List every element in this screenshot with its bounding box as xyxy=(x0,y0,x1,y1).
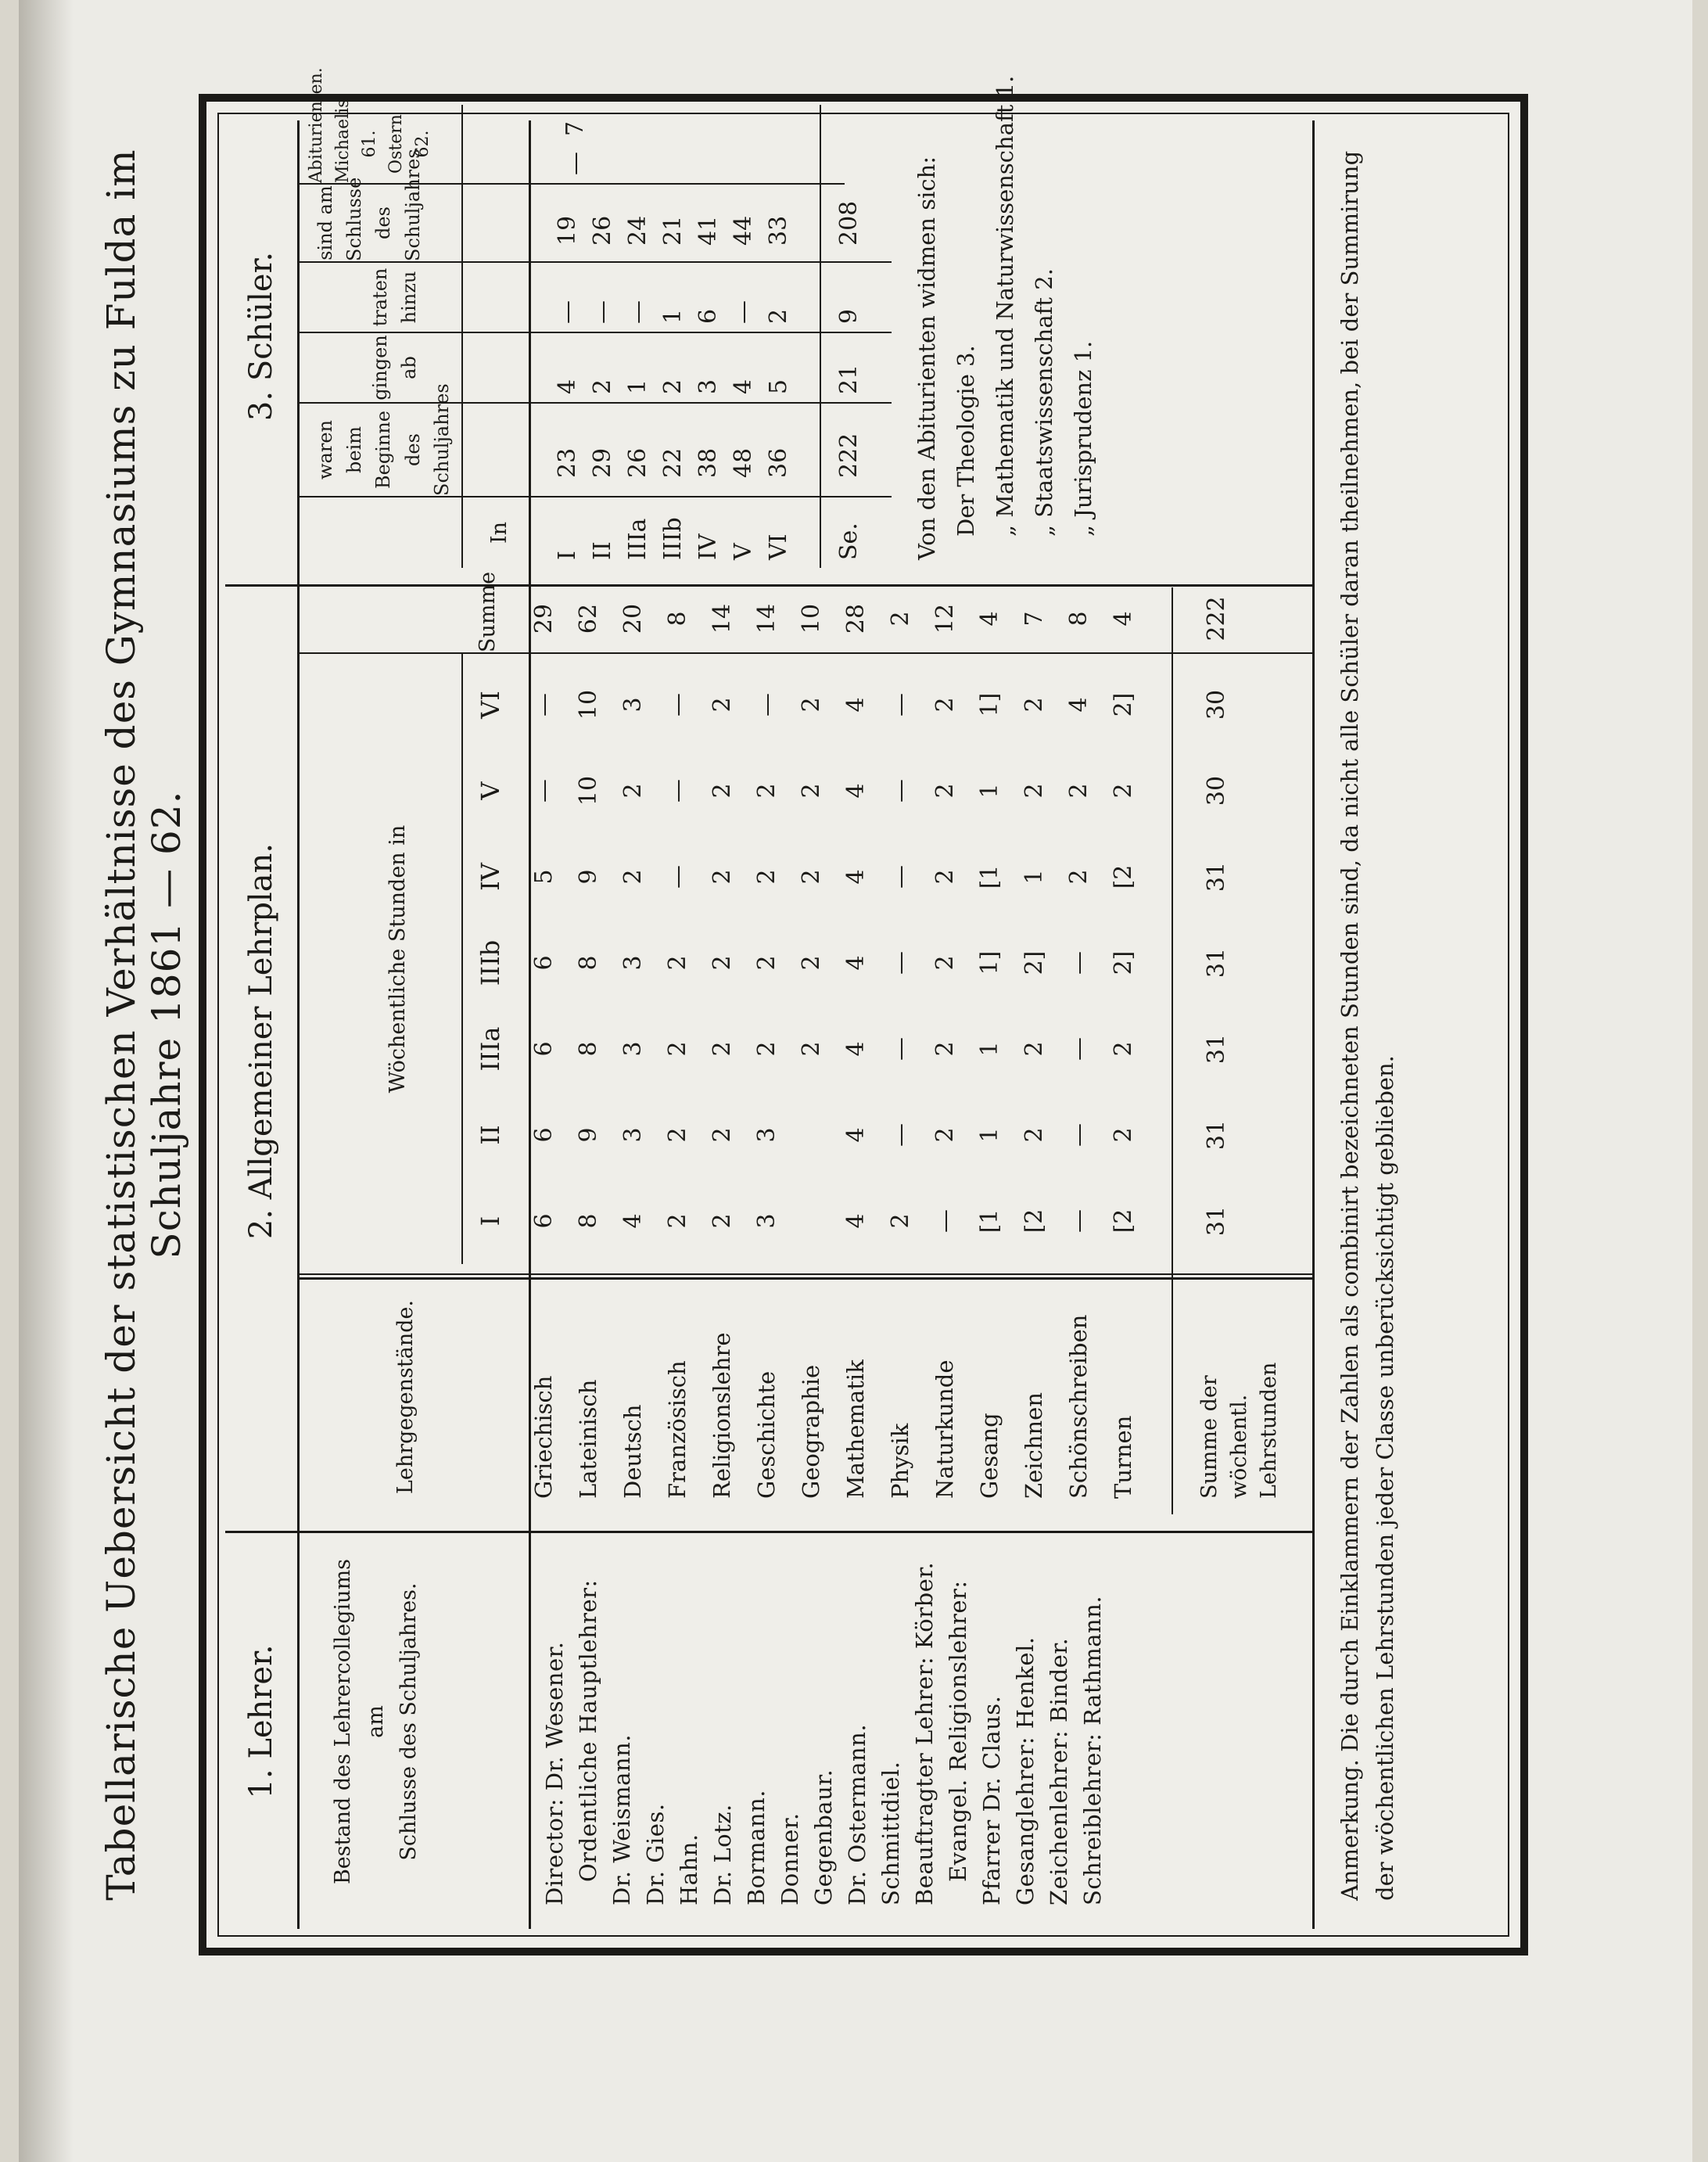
lehrer-header xyxy=(327,1538,425,1905)
schueler-end-cell: 24 xyxy=(624,215,651,246)
rule-sum xyxy=(297,652,1314,654)
total-cell: 31 xyxy=(1203,1205,1230,1237)
hours-cell: 2 xyxy=(709,869,736,885)
sum-cell: 20 xyxy=(619,603,647,634)
lehrer-row: Gegenbaur. xyxy=(810,1769,837,1905)
hours-cell: 2 xyxy=(798,1041,825,1057)
hours-cell: 2 xyxy=(798,955,825,971)
subject-name: Religionslehre xyxy=(709,1332,735,1499)
lehrer-row: Director: Dr. Wesener. xyxy=(541,1641,568,1905)
hours-cell: 2 xyxy=(1110,1127,1137,1143)
total-cell: 30 xyxy=(1203,689,1230,720)
schueler-end-cell: 19 xyxy=(554,215,581,246)
abitur-label: Abiturienten. xyxy=(307,67,326,183)
subject-name: Turnen xyxy=(1110,1415,1136,1499)
lehrer-header-line-3: Schlusse des Schuljahres. xyxy=(396,1582,421,1861)
schueler-beginning-cell: 36 xyxy=(765,447,792,478)
total-cell: 31 xyxy=(1203,861,1230,892)
hours-cell: 2 xyxy=(931,697,959,713)
sch-header-class: In xyxy=(487,521,511,544)
subject-name: Physik xyxy=(887,1423,913,1499)
class-header: IIIb xyxy=(475,939,505,986)
class-header: IV xyxy=(475,863,505,891)
hours-cell: 2 xyxy=(1110,783,1137,799)
hours-cell: 2 xyxy=(664,1041,691,1057)
hours-cell: 1 xyxy=(976,783,1003,799)
schueler-entered-cell: 1 xyxy=(659,308,687,324)
hours-cell: 2 xyxy=(664,955,691,971)
hours-cell: 2 xyxy=(753,1041,780,1057)
lehrer-row: Dr. Ostermann. xyxy=(844,1723,870,1905)
lehrer-row: Beauftragter Lehrer: Körber. xyxy=(911,1561,938,1905)
sch-header-entered: traten hinzu xyxy=(369,268,421,327)
hours-cell: 2 xyxy=(753,955,780,971)
divider-title-row xyxy=(297,120,300,1929)
schueler-cls-cell: V xyxy=(730,543,757,560)
subject-name: Geographie xyxy=(798,1364,824,1499)
hours-cell: 2 xyxy=(1021,783,1048,799)
schueler-cls-cell: I xyxy=(554,551,581,560)
hours-cell: 6 xyxy=(530,1127,558,1143)
hours-cell: — xyxy=(887,1037,914,1061)
hours-cell: [2 xyxy=(1021,1208,1048,1234)
sum-cell: 12 xyxy=(931,603,959,634)
hours-cell: 3 xyxy=(619,1127,647,1143)
sum-cell: 8 xyxy=(664,611,691,627)
page-title: Tabellarische Uebersicht der statistischen Verhältnisse des Gymnasiums zu Fulda im Schuljahre 1861 — 62. xyxy=(99,149,189,1901)
hours-cell: 2 xyxy=(931,783,959,799)
schueler-end-cell: 21 xyxy=(659,215,687,246)
schueler-entered-cell: — xyxy=(589,300,616,324)
hours-cell: 9 xyxy=(575,1127,602,1143)
hours-cell: 2 xyxy=(753,783,780,799)
section-title-lehrplan: 2. Allgemeiner Lehrplan. xyxy=(243,842,279,1240)
hours-cell: 2 xyxy=(753,869,780,885)
hours-cell: 2 xyxy=(931,1041,959,1057)
subject-name: Griechisch xyxy=(530,1375,557,1499)
schueler-left-cell: 4 xyxy=(730,379,757,394)
hours-cell: 4 xyxy=(619,1213,647,1229)
hours-cell: — xyxy=(530,779,558,803)
hours-cell: — xyxy=(664,865,691,889)
lehrer-row: Bormann. xyxy=(743,1790,770,1905)
lehrer-row: Evangel. Religionslehrer: xyxy=(945,1580,971,1882)
schueler-entered-cell: — xyxy=(730,300,757,324)
hours-cell: 4 xyxy=(842,783,870,799)
lehrer-row: Schmittdiel. xyxy=(877,1761,904,1905)
abitur-term-ostern: Ostern 62. xyxy=(386,114,433,174)
schueler-end-cell: 44 xyxy=(730,215,757,246)
hours-cell: — xyxy=(530,693,558,716)
hours-cell: — xyxy=(887,779,914,803)
subject-name: Französisch xyxy=(664,1360,691,1499)
hours-cell: 4 xyxy=(842,1041,870,1057)
lehrer-row: Hahn. xyxy=(676,1833,702,1905)
abitur-term-michaelis: Michaelis 61. xyxy=(333,99,380,183)
total-cell: 30 xyxy=(1203,775,1230,806)
hours-cell: [1 xyxy=(976,864,1003,889)
hours-cell: 2 xyxy=(1021,1041,1048,1057)
schueler-entered-cell: — xyxy=(554,300,581,324)
abitur-value-michaelis: — xyxy=(562,152,589,175)
subject-name: Lateinisch xyxy=(575,1379,601,1499)
schueler-total-entered: 9 xyxy=(835,308,863,324)
hours-cell: 2 xyxy=(887,1213,914,1229)
rule-class-header xyxy=(461,654,463,1264)
schueler-end-cell: 41 xyxy=(694,215,722,246)
hours-cell: 2] xyxy=(1110,950,1137,975)
hours-cell: 3 xyxy=(619,955,647,971)
schueler-cls-cell: IV xyxy=(694,533,722,560)
sum-cell: 7 xyxy=(1021,611,1048,627)
hours-cell: — xyxy=(664,779,691,803)
hours-cell: — xyxy=(1065,1209,1093,1233)
hours-cell: — xyxy=(887,1123,914,1147)
hours-cell: 2 xyxy=(798,697,825,713)
hours-cell: 4 xyxy=(842,697,870,713)
total-cell: 31 xyxy=(1203,947,1230,979)
rule-sch-total xyxy=(820,105,821,568)
section-lehrer xyxy=(225,1514,1106,1929)
sum-cell: 29 xyxy=(530,603,558,634)
footnote: Anmerkung. Die durch Einklammern der Zahlen als combinirt bezeichneten Stunden sind, da nicht alle Schüler daran theilnehmen, bei der Summirung der wöchentlichen Lehrstunden jeder Classe unberücksichtigt geblieben. xyxy=(1337,150,1398,1901)
schueler-cls-cell: VI xyxy=(765,533,792,560)
study-item: „ Mathematik und Naturwissenschaft 1. xyxy=(992,75,1018,537)
hours-cell: 6 xyxy=(530,1213,558,1229)
schueler-beginning-cell: 23 xyxy=(554,447,581,478)
schueler-total-beginning: 222 xyxy=(835,433,863,478)
hours-cell: [1 xyxy=(976,1208,1003,1234)
scanned-page xyxy=(19,0,1692,2162)
hours-cell: — xyxy=(753,693,780,716)
hours-cell: [2 xyxy=(1110,864,1137,889)
section-title-schueler: 3. Schüler. xyxy=(243,251,279,422)
total-label: Summe der wöchentl. Lehrstunden xyxy=(1197,1362,1281,1499)
hours-cell: 3 xyxy=(753,1127,780,1143)
total-sum: 222 xyxy=(1203,596,1230,641)
lehrer-row: Dr. Lotz. xyxy=(709,1804,736,1905)
hours-cell: 2 xyxy=(709,955,736,971)
lehrer-row: Dr. Weismann. xyxy=(608,1734,635,1905)
hours-cell: 3 xyxy=(619,1041,647,1057)
hours-cell: 2 xyxy=(798,869,825,885)
subject-name: Mathematik xyxy=(842,1359,869,1499)
sum-cell: 4 xyxy=(1110,611,1137,627)
class-header: VI xyxy=(475,691,505,719)
subject-name: Gesang xyxy=(976,1413,1003,1499)
divider-lehrer-plan xyxy=(225,1531,1312,1533)
subject-name: Zeichnen xyxy=(1021,1392,1047,1499)
rule-schueler-header xyxy=(461,105,463,568)
class-header: IIIa xyxy=(475,1026,505,1072)
schueler-left-cell: 2 xyxy=(589,379,616,394)
schueler-total-cls: Se. xyxy=(835,523,863,560)
divider-plan-schueler xyxy=(225,584,1312,587)
hours-cell: — xyxy=(1065,1037,1093,1061)
schueler-total-end: 208 xyxy=(835,200,863,246)
rule-sch-1 xyxy=(297,496,892,497)
statistics-table xyxy=(199,67,1528,1955)
lehrer-header-line-2: am xyxy=(363,1705,388,1738)
hours-cell: 2 xyxy=(709,1213,736,1229)
sch-header-end: sind am Schlusse des Schuljahres xyxy=(314,149,424,261)
hours-cell: 3 xyxy=(753,1213,780,1229)
hours-cell: 8 xyxy=(575,955,602,971)
sum-cell: 14 xyxy=(709,603,736,634)
hours-cell: — xyxy=(931,1209,959,1233)
hours-cell: 6 xyxy=(530,955,558,971)
hours-cell: 2 xyxy=(798,783,825,799)
schueler-beginning-cell: 38 xyxy=(694,447,722,478)
hours-cell: 2 xyxy=(709,783,736,799)
class-header: II xyxy=(475,1125,505,1145)
hours-cell: — xyxy=(887,865,914,889)
hours-cell: 10 xyxy=(575,775,602,806)
lehrer-row: Gesanglehrer: Henkel. xyxy=(1012,1636,1039,1905)
sum-cell: 62 xyxy=(575,603,602,634)
divider-note xyxy=(1312,120,1315,1929)
hours-cell: 3 xyxy=(619,697,647,713)
hours-cell: 1] xyxy=(976,950,1003,975)
subject-name: Naturkunde xyxy=(931,1359,958,1499)
hours-cell: 2 xyxy=(709,1041,736,1057)
class-header: V xyxy=(475,781,505,800)
hours-cell: — xyxy=(664,693,691,716)
hours-cell: 1 xyxy=(976,1127,1003,1143)
schueler-end-cell: 26 xyxy=(589,215,616,246)
hours-cell: 2 xyxy=(931,1127,959,1143)
rule-subjects xyxy=(297,1277,1314,1280)
hours-cell: 2 xyxy=(664,1213,691,1229)
lehrer-row: Ordentliche Hauptlehrer: xyxy=(575,1579,601,1882)
schueler-left-cell: 4 xyxy=(554,379,581,394)
rule-subjects-double xyxy=(297,1273,1314,1275)
hours-cell: 5 xyxy=(530,869,558,885)
schueler-beginning-cell: 26 xyxy=(624,447,651,478)
sum-cell: 28 xyxy=(842,603,870,634)
lehrer-row: Donner. xyxy=(777,1812,803,1905)
sch-header-abitur xyxy=(303,67,436,183)
hours-cell: 1 xyxy=(976,1041,1003,1057)
hours-cell: 2 xyxy=(1065,783,1093,799)
hours-cell: 6 xyxy=(530,1041,558,1057)
hours-cell: 8 xyxy=(575,1213,602,1229)
hours-cell: 2 xyxy=(619,869,647,885)
sch-header-beginning: waren beim Beginne des Schuljahres xyxy=(314,383,453,496)
schueler-left-cell: 1 xyxy=(624,379,651,394)
hours-cell: — xyxy=(887,951,914,975)
hours-cell: 2] xyxy=(1110,692,1137,717)
section-lehrplan xyxy=(225,568,1281,1514)
sch-header-left: gingen ab xyxy=(369,335,421,400)
study-intro: Von den Abiturienten widmen sich: xyxy=(913,156,940,560)
sum-header: Summe xyxy=(475,571,500,652)
hours-cell: 2 xyxy=(709,697,736,713)
sum-cell: 14 xyxy=(753,603,780,634)
schueler-left-cell: 3 xyxy=(694,379,722,394)
schueler-cls-cell: II xyxy=(589,541,616,560)
hours-cell: 4 xyxy=(842,869,870,885)
hours-cell: 2] xyxy=(1021,950,1048,975)
subjects-header: Lehrgegenstände. xyxy=(393,1299,418,1495)
study-item: Der Theologie 3. xyxy=(953,345,979,537)
schueler-total-left: 21 xyxy=(835,364,863,394)
hours-cell: 2 xyxy=(1065,869,1093,885)
schueler-beginning-cell: 29 xyxy=(589,447,616,478)
hours-cell: 2 xyxy=(1021,1127,1048,1143)
sum-cell: 4 xyxy=(976,611,1003,627)
hours-cell: 2 xyxy=(709,1127,736,1143)
hours-cell: 4 xyxy=(842,1213,870,1229)
hours-cell: 2 xyxy=(664,1127,691,1143)
sum-cell: 10 xyxy=(798,603,825,634)
hours-cell: — xyxy=(1065,1123,1093,1147)
schueler-end-cell: 33 xyxy=(765,215,792,246)
hours-cell: 10 xyxy=(575,689,602,720)
hours-cell: 2 xyxy=(1110,1041,1137,1057)
total-cell: 31 xyxy=(1203,1033,1230,1065)
hours-cell: 2 xyxy=(931,955,959,971)
lehrer-row: Schreiblehrer: Rathmann. xyxy=(1079,1595,1106,1905)
schueler-cls-cell: IIIb xyxy=(659,517,687,560)
lehrer-row: Dr. Gies. xyxy=(642,1803,669,1905)
class-header: I xyxy=(475,1216,505,1226)
sum-cell: 2 xyxy=(887,611,914,627)
schueler-cls-cell: IIIa xyxy=(624,518,651,560)
sum-cell: 8 xyxy=(1065,611,1093,627)
hours-cell: — xyxy=(887,693,914,716)
study-item: „ Jurisprudenz 1. xyxy=(1070,340,1096,537)
schueler-beginning-cell: 22 xyxy=(659,447,687,478)
subject-name: Deutsch xyxy=(619,1404,646,1499)
hours-cell: 2 xyxy=(1021,697,1048,713)
lehrer-header-line-1: Bestand des Lehrercollegiums xyxy=(331,1558,355,1885)
schueler-entered-cell: 6 xyxy=(694,308,722,324)
rotated-sheet xyxy=(81,67,1645,1955)
rule-total xyxy=(1172,587,1173,1514)
hours-cell: — xyxy=(1065,951,1093,975)
study-item: „ Staatswissenschaft 2. xyxy=(1031,268,1057,537)
section-schueler xyxy=(225,67,1096,568)
hours-cell: 9 xyxy=(575,869,602,885)
hours-cell: 4 xyxy=(842,955,870,971)
hours-cell: 1] xyxy=(976,692,1003,717)
section-title-lehrer: 1. Lehrer. xyxy=(243,1644,279,1799)
abitur-value-ostern: 7 xyxy=(562,120,589,136)
hours-cell: 8 xyxy=(575,1041,602,1057)
hours-cell: 4 xyxy=(842,1127,870,1143)
hours-cell: 2 xyxy=(931,869,959,885)
hours-cell: [2 xyxy=(1110,1208,1137,1234)
subject-name: Schönschreiben xyxy=(1065,1314,1092,1499)
hours-cell: 1 xyxy=(1021,869,1048,885)
hours-header: Wöchentliche Stunden in xyxy=(386,824,410,1094)
lehrer-row: Pfarrer Dr. Claus. xyxy=(978,1695,1005,1905)
subject-name: Geschichte xyxy=(753,1370,780,1499)
schueler-entered-cell: 2 xyxy=(765,308,792,324)
hours-cell: 4 xyxy=(1065,697,1093,713)
schueler-left-cell: 5 xyxy=(765,379,792,394)
hours-cell: 2 xyxy=(619,783,647,799)
schueler-entered-cell: — xyxy=(624,300,651,324)
lehrer-row: Zeichenlehrer: Binder. xyxy=(1046,1637,1072,1905)
schueler-left-cell: 2 xyxy=(659,379,687,394)
schueler-beginning-cell: 48 xyxy=(730,447,757,478)
total-cell: 31 xyxy=(1203,1119,1230,1151)
